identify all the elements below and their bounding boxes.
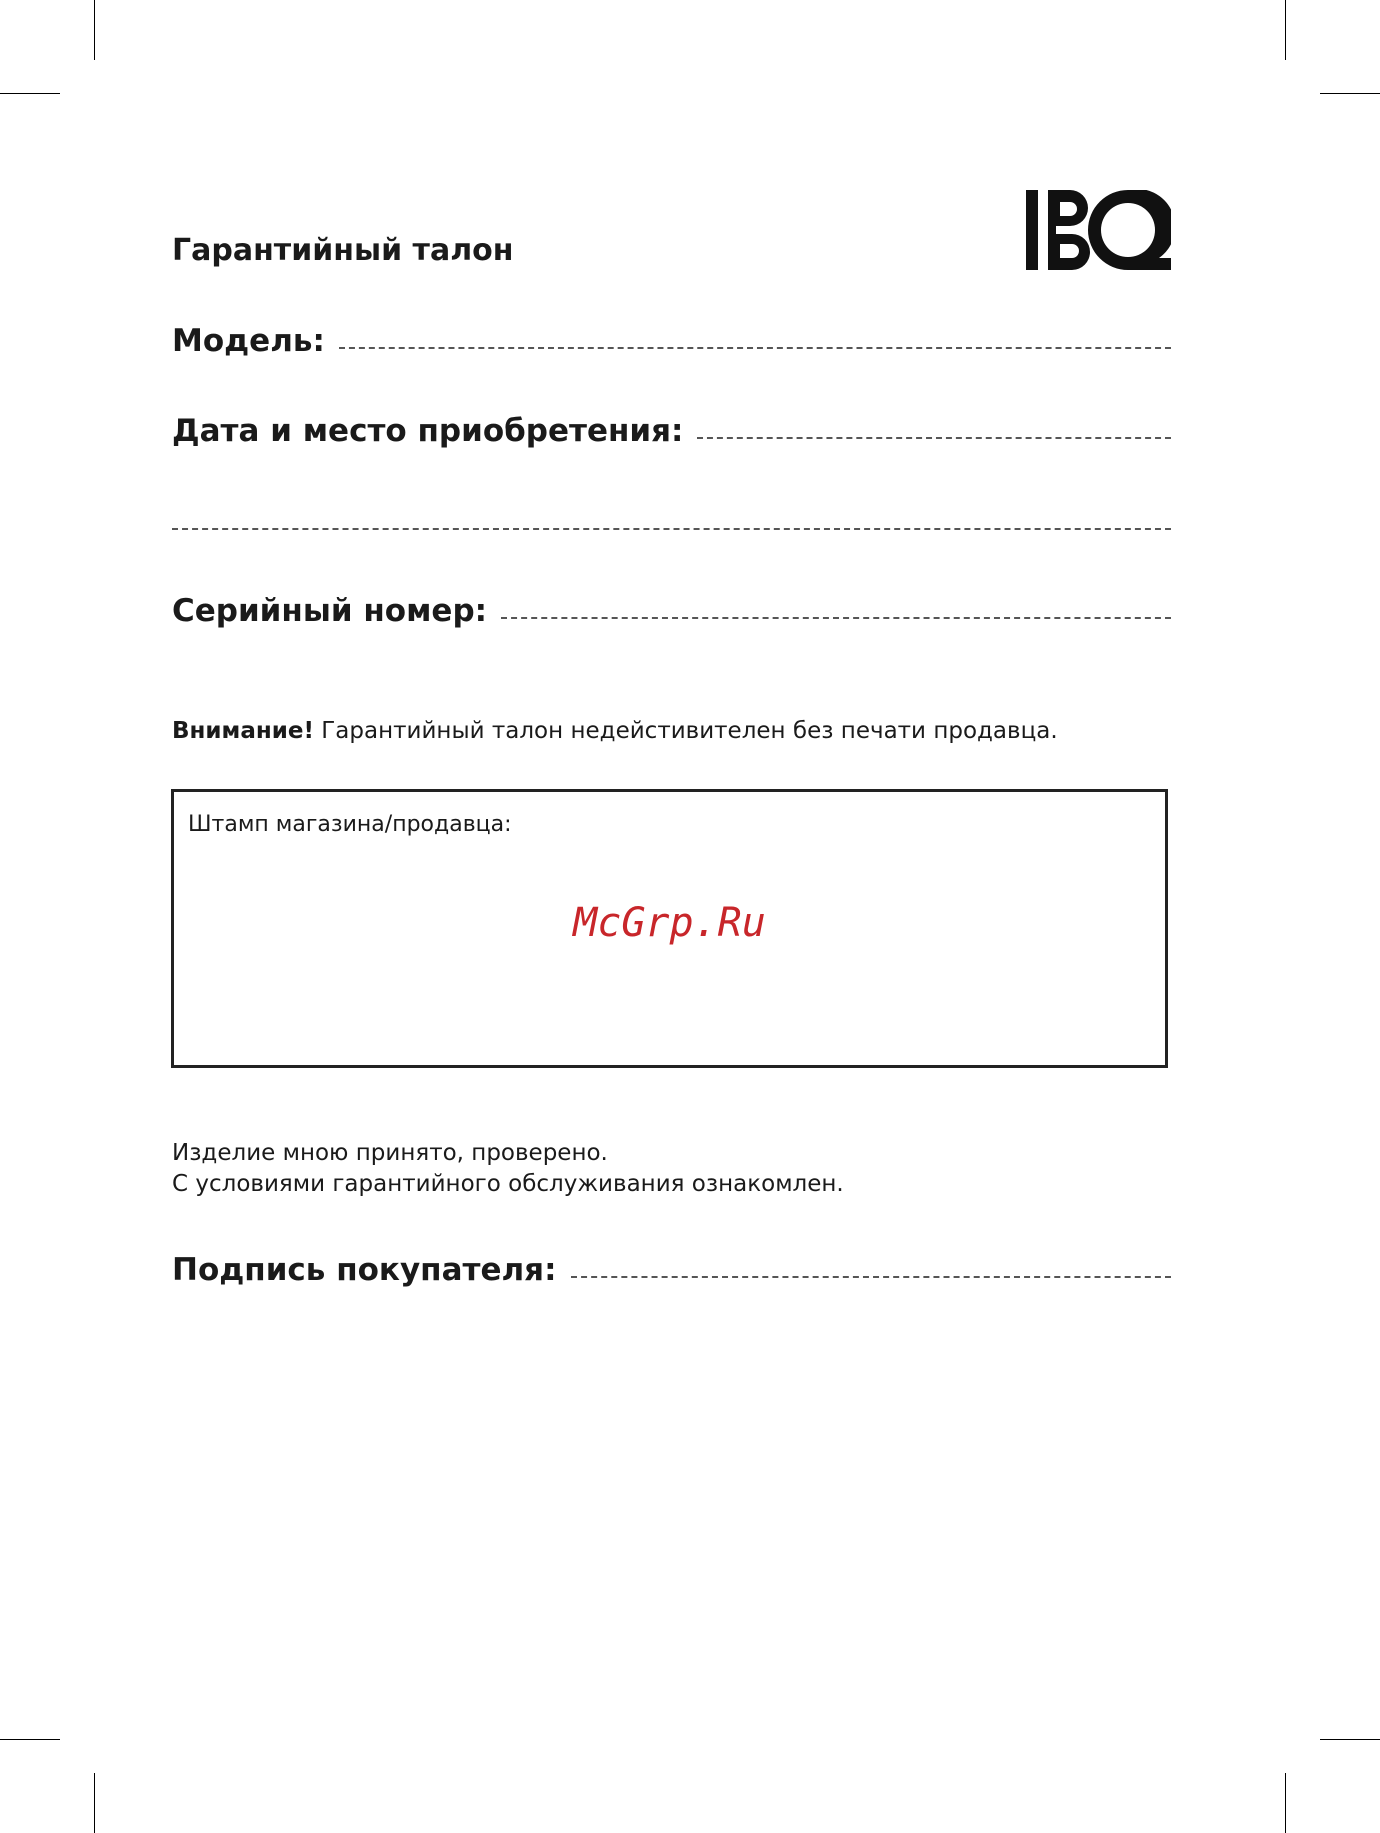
warning-message: Гарантийный талон недейстивителен без печати продавца.: [313, 718, 1058, 744]
crop-mark-top-right-h: [1320, 93, 1380, 94]
purchase-label: Дата и место приобретения:: [172, 413, 684, 449]
crop-mark-bottom-left-v: [94, 1773, 95, 1833]
model-line[interactable]: [339, 346, 1171, 349]
stamp-label: Штамп магазина/продавца:: [188, 812, 512, 837]
crop-mark-bottom-left-h: [0, 1739, 60, 1740]
serial-label: Серийный номер:: [172, 593, 488, 629]
watermark: McGrp.Ru: [573, 900, 766, 946]
acceptance-line-1: Изделие мною принято, проверено.: [172, 1140, 608, 1166]
signature-field: [172, 1252, 1171, 1288]
warning-bold: Внимание!: [172, 718, 314, 744]
crop-mark-top-right-v: [1285, 0, 1286, 60]
crop-mark-top-left-v: [94, 0, 95, 60]
bq-logo: [1026, 190, 1171, 270]
serial-field: [172, 593, 1171, 629]
signature-label: Подпись покупателя:: [172, 1252, 557, 1288]
model-label: Модель:: [172, 323, 325, 359]
serial-line[interactable]: [501, 616, 1171, 619]
signature-line[interactable]: [571, 1275, 1172, 1278]
purchase-field: [172, 413, 1171, 449]
crop-mark-top-left-h: [0, 93, 60, 94]
model-field: [172, 323, 1171, 359]
page-title: Гарантийный талон: [172, 233, 514, 268]
crop-mark-bottom-right-v: [1285, 1773, 1286, 1833]
acceptance-line-2: С условиями гарантийного обслуживания ознакомлен.: [172, 1171, 844, 1197]
warning-text: [172, 718, 1058, 744]
purchase-line-continued[interactable]: [172, 528, 1171, 530]
purchase-line[interactable]: [697, 436, 1171, 439]
stamp-box: [171, 789, 1168, 1068]
acceptance-text: [172, 1138, 844, 1200]
crop-mark-bottom-right-h: [1320, 1739, 1380, 1740]
